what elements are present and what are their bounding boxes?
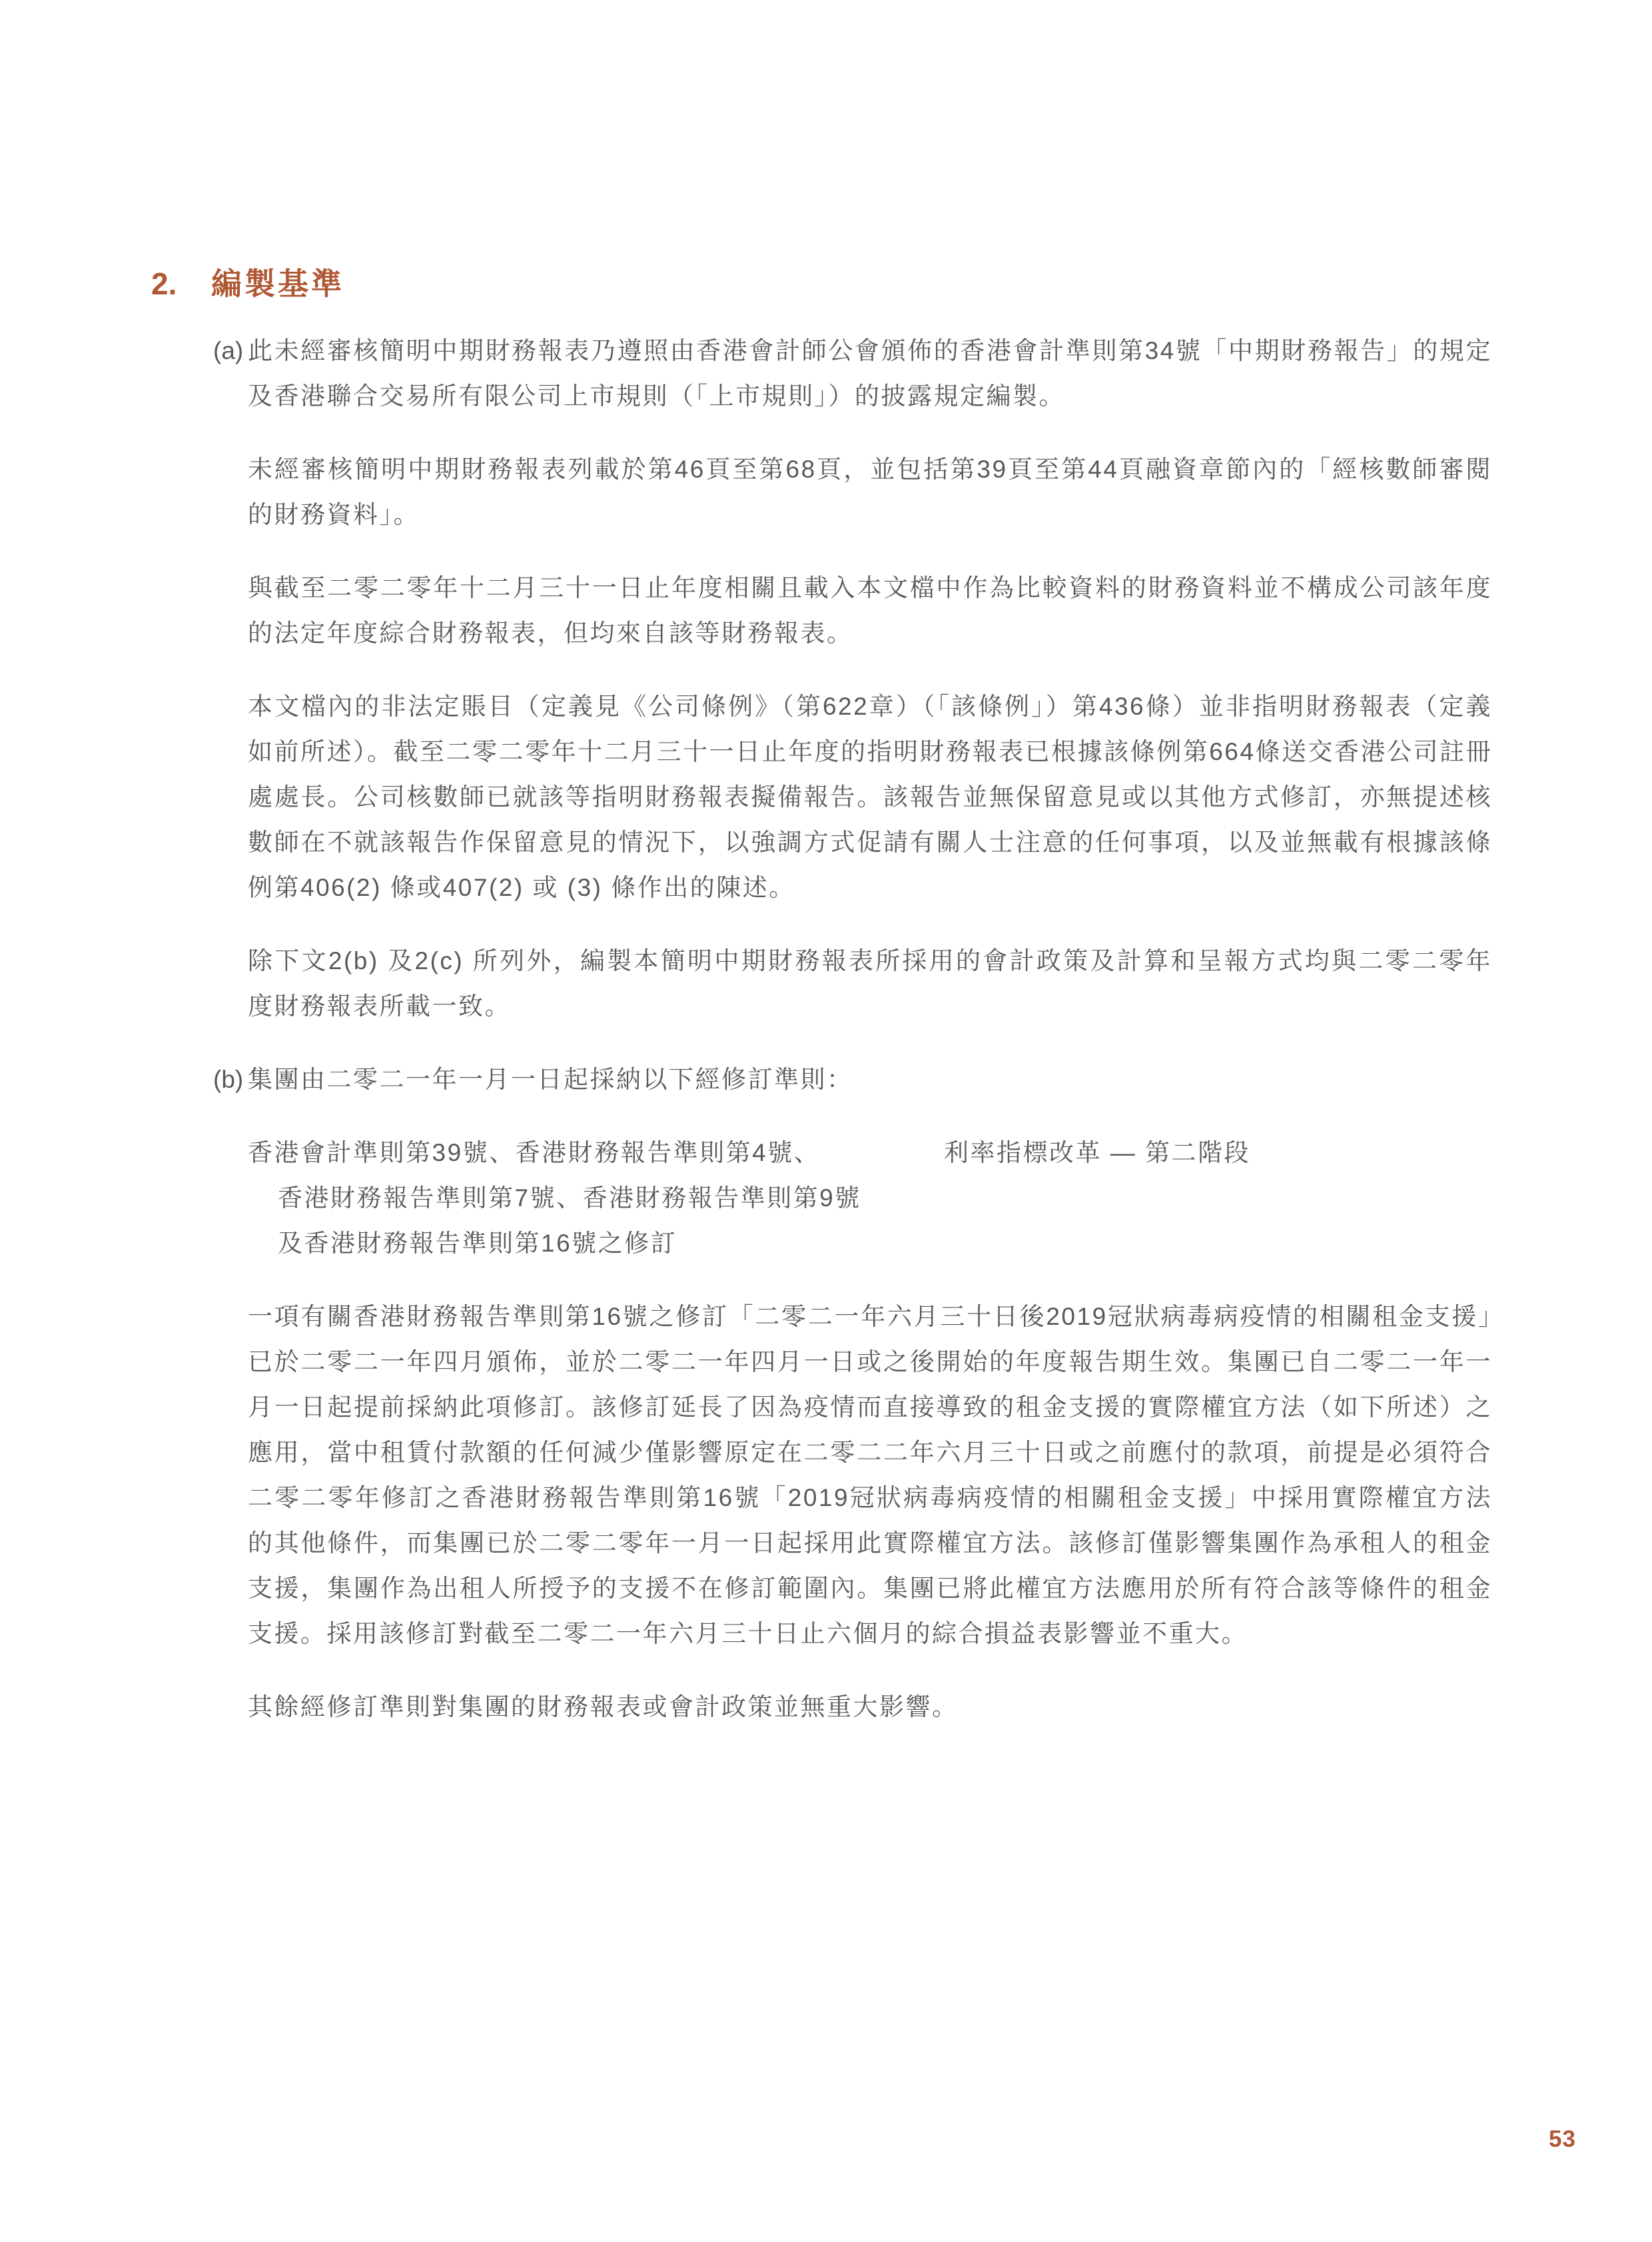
section-heading: [151, 265, 1492, 303]
section-number: 2.: [151, 266, 177, 301]
paragraph: 一項有關香港財務報告準則第16號之修訂「二零二一年六月三十日後2019冠狀病毒病疫情的相關租金支援」已於二零二一年四月頒佈，並於二零二一年四月一日或之後開始的年度報告期生效。集團已自二零二一年一月一日起提前採納此項修訂。該修訂延長了因為疫情而直接導致的租金支援的實際權宜方法（如下所述）之應用，當中租賃付款額的任何減少僅影響原定在二零二二年六月三十日或之前應付的款項，前提是必須符合二零二零年修訂之香港財務報告準則第16號「2019冠狀病毒病疫情的相關租金支援」中採用實際權宜方法的其他條件，而集團已於二零二零年一月一日起採用此實際權宜方法。該修訂僅影響集團作為承租人的租金支援，集團作為出租人所授予的支援不在修訂範圍內。集團已將此權宜方法應用於所有符合該等條件的租金支援。採用該修訂對截至二零二一年六月三十日止六個月的綜合損益表影響並不重大。: [248, 1303, 1492, 1647]
section-body: [213, 328, 1492, 1730]
paragraph: 未經審核簡明中期財務報表列載於第46頁至第68頁，並包括第39頁至第44頁融資章節內的「經核數師審閱的財務資料」。: [248, 456, 1492, 528]
item-b-label: (b): [213, 1066, 244, 1093]
amendment-title: 利率指標改革 — 第二階段: [944, 1139, 1251, 1166]
section-basis-of-preparation: [151, 265, 1492, 1730]
standards-line: 及香港財務報告準則第16號之修訂: [278, 1230, 677, 1257]
item-a: [213, 328, 1492, 1029]
item-b: [213, 1057, 1492, 1730]
paragraph: 除下文2(b) 及2(c) 所列外，編製本簡明中期財務報表所採用的會計政策及計算和呈報方式均與二零二零年度財務報表所載一致。: [248, 947, 1492, 1020]
paragraph: 其餘經修訂準則對集團的財務報表或會計政策並無重大影響。: [248, 1693, 959, 1720]
standards-line: 香港會計準則第39號、香港財務報告準則第4號、: [248, 1139, 821, 1166]
paragraph: 此未經審核簡明中期財務報表乃遵照由香港會計師公會頒佈的香港會計準則第34號「中期財務報告」的規定及香港聯合交易所有限公司上市規則（「上市規則」）的披露規定編製。: [248, 337, 1492, 410]
page-number: 53: [1549, 2126, 1576, 2152]
paragraph: 與截至二零二零年十二月三十一日止年度相關且載入本文檔中作為比較資料的財務資料並不構成公司該年度的法定年度綜合財務報表，但均來自該等財務報表。: [248, 574, 1492, 647]
amended-standards-list: [248, 1130, 1492, 1266]
standards-line: 香港財務報告準則第7號、香港財務報告準則第9號: [278, 1184, 861, 1212]
section-title: 編製基準: [211, 266, 344, 301]
paragraph: 本文檔內的非法定賬目（定義見《公司條例》（第622章）（「該條例」）第436條）並非指明財務報表（定義如前所述）。截至二零二零年十二月三十一日止年度的指明財務報表已根據該條例第664條送交香港公司註冊處處長。公司核數師已就該等指明財務報表擬備報告。該報告並無保留意見或以其他方式修訂，亦無提述核數師在不就該報告作保留意見的情況下，以強調方式促請有關人士注意的任何事項，以及並無載有根據該條例第406(2) 條或407(2) 或 (3) 條作出的陳述。: [248, 693, 1492, 901]
item-a-label: (a): [213, 337, 244, 364]
paragraph: 集團由二零二一年一月一日起採納以下經修訂準則：: [248, 1066, 853, 1093]
